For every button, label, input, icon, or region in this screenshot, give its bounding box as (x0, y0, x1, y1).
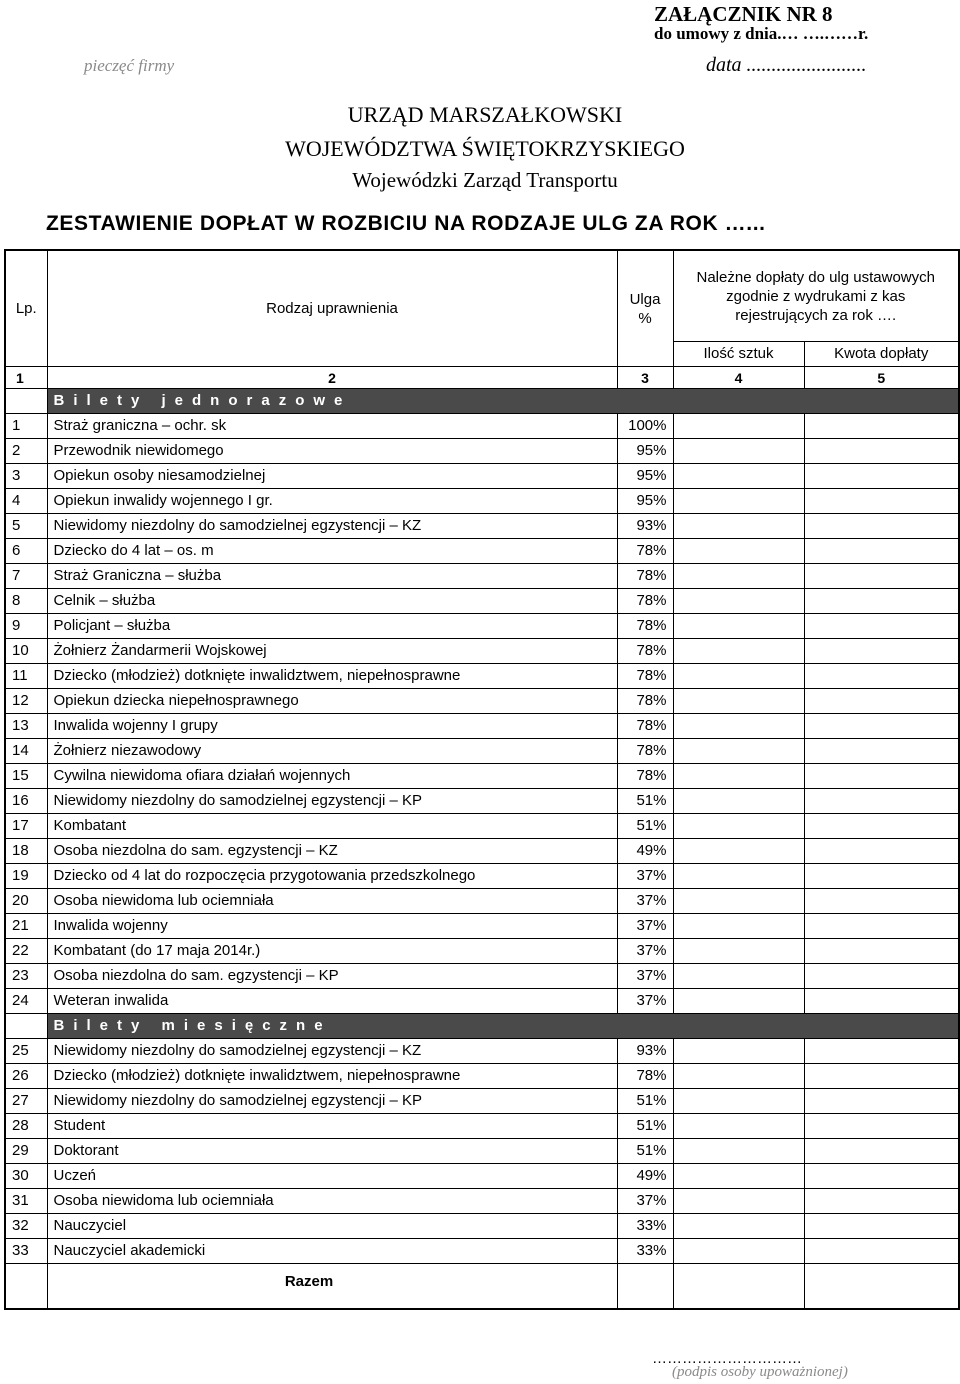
table-row (5, 489, 959, 514)
row-type: Kombatant (do 17 maja 2014r.) (47, 939, 617, 964)
row-quantity-cell[interactable] (673, 489, 804, 514)
row-ulga: 37% (617, 864, 673, 889)
row-lp: 10 (5, 639, 47, 664)
column-numbers-row (5, 367, 959, 389)
row-amount-cell[interactable] (804, 664, 959, 689)
table-row (5, 1164, 959, 1189)
row-type: Inwalida wojenny I grupy (47, 714, 617, 739)
row-quantity-cell[interactable] (673, 514, 804, 539)
row-type: Opiekun dziecka niepełnosprawnego (47, 689, 617, 714)
column-header-quantity: Ilość sztuk (673, 342, 804, 367)
table-row (5, 864, 959, 889)
section-header: Bilety miesięczne (47, 1014, 959, 1039)
section-spacer-cell (5, 389, 47, 414)
row-lp: 15 (5, 764, 47, 789)
table-row (5, 714, 959, 739)
row-amount-cell[interactable] (804, 814, 959, 839)
row-type: Nauczyciel akademicki (47, 1239, 617, 1264)
subsidy-table (4, 249, 960, 1310)
row-lp: 7 (5, 564, 47, 589)
row-amount-cell[interactable] (804, 1214, 959, 1239)
table-row (5, 514, 959, 539)
row-ulga: 78% (617, 1064, 673, 1089)
row-quantity-cell[interactable] (673, 414, 804, 439)
row-ulga: 37% (617, 914, 673, 939)
row-amount-cell[interactable] (804, 439, 959, 464)
row-type: Uczeń (47, 1164, 617, 1189)
row-quantity-cell[interactable] (673, 464, 804, 489)
column-header-amount: Kwota dopłaty (804, 342, 959, 367)
row-ulga: 51% (617, 1114, 673, 1139)
table-row (5, 789, 959, 814)
table-row (5, 989, 959, 1014)
row-amount-cell[interactable] (804, 539, 959, 564)
row-amount-cell[interactable] (804, 639, 959, 664)
row-lp: 25 (5, 1039, 47, 1064)
table-row (5, 1089, 959, 1114)
row-type: Osoba niewidoma lub ociemniała (47, 889, 617, 914)
row-lp: 26 (5, 1064, 47, 1089)
row-type: Celnik – służba (47, 589, 617, 614)
office-name-line3: Wojewódzki Zarząd Transportu (352, 168, 618, 192)
row-ulga: 37% (617, 939, 673, 964)
table-row (5, 1239, 959, 1264)
total-quantity-cell[interactable] (673, 1264, 804, 1310)
row-ulga: 78% (617, 764, 673, 789)
row-quantity-cell[interactable] (673, 664, 804, 689)
row-type: Osoba niezdolna do sam. egzystencji – KP (47, 964, 617, 989)
annex-title: ZAŁĄCZNIK NR 8 (654, 2, 833, 26)
row-amount-cell[interactable] (804, 739, 959, 764)
company-stamp-label: pieczęć firmy (84, 56, 175, 75)
row-type: Opiekun osoby niesamodzielnej (47, 464, 617, 489)
row-amount-cell[interactable] (804, 964, 959, 989)
row-lp: 16 (5, 789, 47, 814)
table-row (5, 439, 959, 464)
section-header-row (5, 389, 959, 414)
row-ulga: 51% (617, 789, 673, 814)
row-quantity-cell[interactable] (673, 889, 804, 914)
table-header-row (5, 250, 959, 342)
row-amount-cell[interactable] (804, 689, 959, 714)
table-row (5, 414, 959, 439)
table-row (5, 964, 959, 989)
row-ulga: 78% (617, 564, 673, 589)
row-ulga: 37% (617, 1189, 673, 1214)
signature-line: ………………………… (652, 1350, 802, 1367)
row-amount-cell[interactable] (804, 989, 959, 1014)
row-quantity-cell[interactable] (673, 639, 804, 664)
row-quantity-cell[interactable] (673, 1114, 804, 1139)
row-quantity-cell[interactable] (673, 589, 804, 614)
row-type: Cywilna niewidoma ofiara działań wojennych (47, 764, 617, 789)
row-lp: 32 (5, 1214, 47, 1239)
row-ulga: 95% (617, 489, 673, 514)
annex-subtitle: do umowy z dnia.… ….……r. (654, 24, 869, 43)
office-name-line2: WOJEWÓDZTWA ŚWIĘTOKRZYSKIEGO (285, 136, 685, 161)
table-row (5, 739, 959, 764)
table-row (5, 939, 959, 964)
row-lp: 6 (5, 539, 47, 564)
row-lp: 14 (5, 739, 47, 764)
date-label: data ........................ (706, 54, 867, 76)
column-header-lp: Lp. (5, 250, 47, 367)
row-lp: 27 (5, 1089, 47, 1114)
row-type: Niewidomy niezdolny do samodzielnej egzystencji – KP (47, 1089, 617, 1114)
row-lp: 2 (5, 439, 47, 464)
row-lp: 21 (5, 914, 47, 939)
row-type: Osoba niezdolna do sam. egzystencji – KZ (47, 839, 617, 864)
row-amount-cell[interactable] (804, 864, 959, 889)
row-quantity-cell[interactable] (673, 439, 804, 464)
row-lp: 33 (5, 1239, 47, 1264)
row-quantity-cell[interactable] (673, 614, 804, 639)
row-amount-cell[interactable] (804, 1039, 959, 1064)
row-amount-cell[interactable] (804, 764, 959, 789)
row-quantity-cell[interactable] (673, 864, 804, 889)
row-quantity-cell[interactable] (673, 814, 804, 839)
table-row (5, 1139, 959, 1164)
row-ulga: 49% (617, 839, 673, 864)
row-lp: 29 (5, 1139, 47, 1164)
table-row (5, 639, 959, 664)
row-ulga: 37% (617, 889, 673, 914)
row-quantity-cell[interactable] (673, 839, 804, 864)
row-type: Żołnierz Żandarmerii Wojskowej (47, 639, 617, 664)
section-spacer-cell (5, 1014, 47, 1039)
row-quantity-cell[interactable] (673, 739, 804, 764)
row-lp: 30 (5, 1164, 47, 1189)
table-row (5, 1114, 959, 1139)
row-quantity-cell[interactable] (673, 1164, 804, 1189)
row-ulga: 95% (617, 439, 673, 464)
row-amount-cell[interactable] (804, 714, 959, 739)
row-quantity-cell[interactable] (673, 689, 804, 714)
row-ulga: 95% (617, 464, 673, 489)
row-type: Straż graniczna – ochr. sk (47, 414, 617, 439)
signature-label: (podpis osoby upoważnionej) (672, 1364, 848, 1380)
row-ulga: 78% (617, 589, 673, 614)
section-header: Bilety jednorazowe (47, 389, 959, 414)
table-row (5, 1214, 959, 1239)
row-amount-cell[interactable] (804, 614, 959, 639)
row-lp: 17 (5, 814, 47, 839)
row-type: Opiekun inwalidy wojennego I gr. (47, 489, 617, 514)
table-row (5, 664, 959, 689)
row-ulga: 51% (617, 1089, 673, 1114)
row-ulga: 33% (617, 1239, 673, 1264)
row-amount-cell[interactable] (804, 939, 959, 964)
row-type: Nauczyciel (47, 1214, 617, 1239)
row-quantity-cell[interactable] (673, 1239, 804, 1264)
row-amount-cell[interactable] (804, 589, 959, 614)
row-amount-cell[interactable] (804, 839, 959, 864)
row-ulga: 78% (617, 614, 673, 639)
row-lp: 5 (5, 514, 47, 539)
table-row (5, 614, 959, 639)
row-amount-cell[interactable] (804, 1139, 959, 1164)
row-lp: 19 (5, 864, 47, 889)
row-amount-cell[interactable] (804, 1239, 959, 1264)
total-spacer-cell (5, 1264, 47, 1310)
row-ulga: 100% (617, 414, 673, 439)
row-quantity-cell[interactable] (673, 914, 804, 939)
table-row (5, 914, 959, 939)
row-ulga: 51% (617, 1139, 673, 1164)
row-type: Dziecko (młodzież) dotknięte inwalidztwem, niepełnosprawne (47, 664, 617, 689)
row-type: Straż Graniczna – służba (47, 564, 617, 589)
table-row (5, 889, 959, 914)
row-quantity-cell[interactable] (673, 714, 804, 739)
row-ulga: 78% (617, 664, 673, 689)
row-amount-cell[interactable] (804, 514, 959, 539)
table-row (5, 464, 959, 489)
row-lp: 3 (5, 464, 47, 489)
row-lp: 31 (5, 1189, 47, 1214)
row-amount-cell[interactable] (804, 564, 959, 589)
column-header-due-subsidies: Należne dopłaty do ulg ustawowych zgodnie z wydrukami z kas rejestrujących za rok …. (673, 250, 959, 342)
table-row (5, 1064, 959, 1089)
row-lp: 8 (5, 589, 47, 614)
row-ulga: 93% (617, 1039, 673, 1064)
row-amount-cell[interactable] (804, 914, 959, 939)
row-amount-cell[interactable] (804, 789, 959, 814)
row-ulga: 78% (617, 539, 673, 564)
row-amount-cell[interactable] (804, 1089, 959, 1114)
table-row (5, 814, 959, 839)
total-amount-cell[interactable] (804, 1264, 959, 1310)
row-type: Przewodnik niewidomego (47, 439, 617, 464)
table-row (5, 1189, 959, 1214)
office-name-line1: URZĄD MARSZAŁKOWSKI (347, 102, 623, 127)
row-lp: 4 (5, 489, 47, 514)
row-type: Niewidomy niezdolny do samodzielnej egzystencji – KZ (47, 514, 617, 539)
row-quantity-cell[interactable] (673, 764, 804, 789)
row-amount-cell[interactable] (804, 1064, 959, 1089)
row-quantity-cell[interactable] (673, 1039, 804, 1064)
row-type: Policjant – służba (47, 614, 617, 639)
row-ulga: 33% (617, 1214, 673, 1239)
table-row (5, 689, 959, 714)
row-type: Weteran inwalida (47, 989, 617, 1014)
row-type: Kombatant (47, 814, 617, 839)
row-ulga: 37% (617, 989, 673, 1014)
row-quantity-cell[interactable] (673, 564, 804, 589)
table-row (5, 589, 959, 614)
row-quantity-cell[interactable] (673, 1139, 804, 1164)
row-type: Inwalida wojenny (47, 914, 617, 939)
row-lp: 11 (5, 664, 47, 689)
row-amount-cell[interactable] (804, 1189, 959, 1214)
row-amount-cell[interactable] (804, 889, 959, 914)
row-lp: 12 (5, 689, 47, 714)
row-amount-cell[interactable] (804, 489, 959, 514)
row-quantity-cell[interactable] (673, 539, 804, 564)
column-number: 3 (617, 367, 673, 389)
row-lp: 24 (5, 989, 47, 1014)
column-number: 4 (673, 367, 804, 389)
row-type: Osoba niewidoma lub ociemniała (47, 1189, 617, 1214)
row-lp: 9 (5, 614, 47, 639)
row-lp: 22 (5, 939, 47, 964)
row-quantity-cell[interactable] (673, 789, 804, 814)
row-quantity-cell[interactable] (673, 939, 804, 964)
row-quantity-cell[interactable] (673, 1089, 804, 1114)
row-type: Student (47, 1114, 617, 1139)
row-quantity-cell[interactable] (673, 964, 804, 989)
total-ulga-cell (617, 1264, 673, 1310)
table-row (5, 764, 959, 789)
row-quantity-cell[interactable] (673, 1064, 804, 1089)
table-row (5, 839, 959, 864)
row-type: Dziecko do 4 lat – os. m (47, 539, 617, 564)
table-row (5, 1039, 959, 1064)
row-type: Żołnierz niezawodowy (47, 739, 617, 764)
total-row (5, 1264, 959, 1310)
row-amount-cell[interactable] (804, 1164, 959, 1189)
column-header-ulga: Ulga % (617, 250, 673, 367)
row-type: Niewidomy niezdolny do samodzielnej egzystencji – KZ (47, 1039, 617, 1064)
row-ulga: 78% (617, 739, 673, 764)
column-header-type: Rodzaj uprawnienia (47, 250, 617, 367)
row-amount-cell[interactable] (804, 1114, 959, 1139)
total-label: Razem (47, 1264, 617, 1310)
row-lp: 13 (5, 714, 47, 739)
row-ulga: 51% (617, 814, 673, 839)
row-type: Dziecko od 4 lat do rozpoczęcia przygotowania przedszkolnego (47, 864, 617, 889)
row-lp: 1 (5, 414, 47, 439)
column-number: 2 (47, 367, 617, 389)
row-lp: 23 (5, 964, 47, 989)
row-ulga: 49% (617, 1164, 673, 1189)
row-type: Doktorant (47, 1139, 617, 1164)
row-ulga: 78% (617, 689, 673, 714)
row-quantity-cell[interactable] (673, 1189, 804, 1214)
row-amount-cell[interactable] (804, 414, 959, 439)
row-lp: 18 (5, 839, 47, 864)
row-quantity-cell[interactable] (673, 989, 804, 1014)
table-row (5, 564, 959, 589)
row-type: Dziecko (młodzież) dotknięte inwalidztwem, niepełnosprawne (47, 1064, 617, 1089)
row-ulga: 37% (617, 964, 673, 989)
column-number: 5 (804, 367, 959, 389)
table-row (5, 539, 959, 564)
section-header-row (5, 1014, 959, 1039)
row-type: Niewidomy niezdolny do samodzielnej egzystencji – KP (47, 789, 617, 814)
document-title: ZESTAWIENIE DOPŁAT W ROZBICIU NA RODZAJE ULG ZA ROK …... (46, 212, 766, 235)
row-quantity-cell[interactable] (673, 1214, 804, 1239)
column-number: 1 (5, 367, 47, 389)
row-ulga: 78% (617, 639, 673, 664)
row-lp: 28 (5, 1114, 47, 1139)
row-lp: 20 (5, 889, 47, 914)
row-ulga: 78% (617, 714, 673, 739)
row-ulga: 93% (617, 514, 673, 539)
row-amount-cell[interactable] (804, 464, 959, 489)
